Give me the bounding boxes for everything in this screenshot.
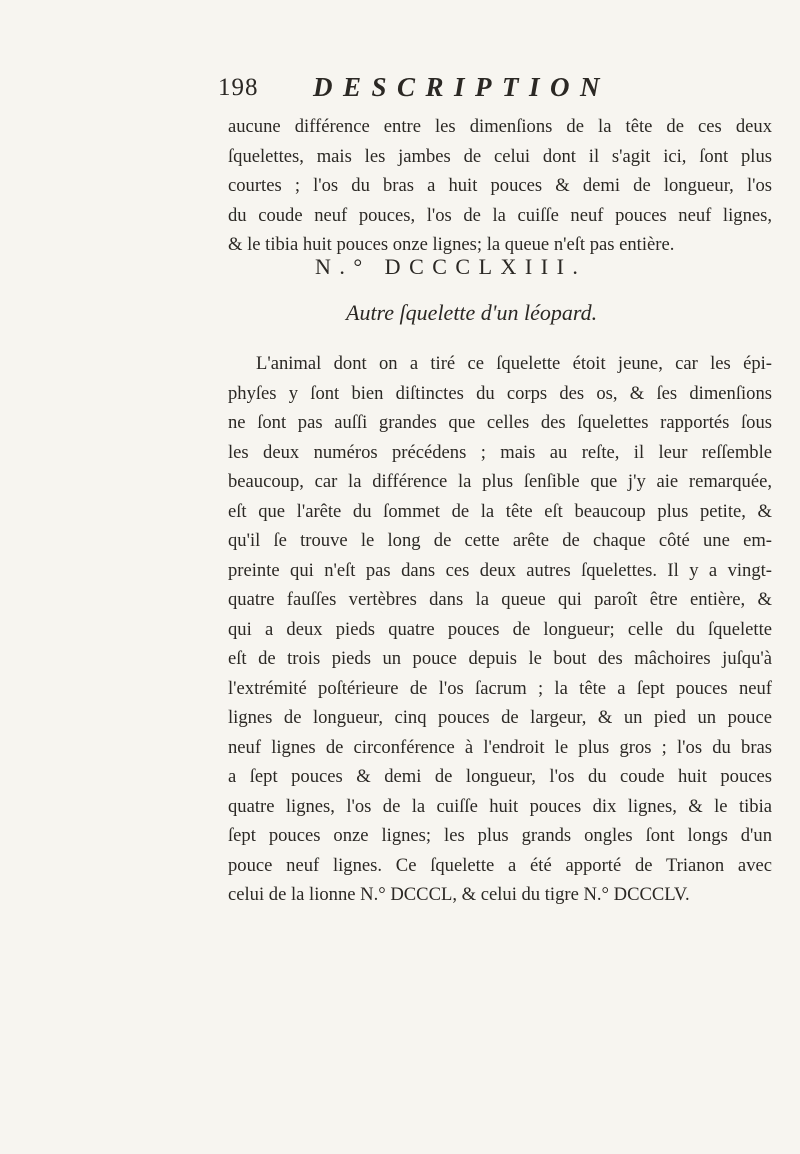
text-line: aucune différence entre les dimenſions de la tête de ces deux <box>228 116 772 137</box>
text-line: quatre fauſſes vertèbres dans la queue qui paroît être entière, & <box>228 589 772 610</box>
entry-heading: Autre ſquelette d'un léopard. <box>346 300 598 325</box>
text-line: a ſept pouces & demi de longueur, l'os du coude huit pouces <box>228 766 772 787</box>
text-line: quatre lignes, l'os de la cuiſſe huit pouces dix lignes, & le tibia <box>228 795 772 817</box>
text-line: courtes ; l'os du bras a huit pouces & demi de longueur, l'os <box>228 175 772 196</box>
running-title: DESCRIPTION <box>313 72 611 102</box>
text-line: pouce neuf lignes. Ce ſquelette a été apporté de Trianon avec <box>228 854 772 876</box>
paragraph-one <box>228 112 772 260</box>
text-line: ne ſont pas auſſi grandes que celles des ſquelettes rapportés ſous <box>228 412 772 433</box>
text-line: ſept pouces onze lignes; les plus grands ongles ſont longs d'un <box>228 825 772 846</box>
text-line: l'extrémité poſtérieure de l'os ſacrum ; la tête a ſept pouces neuf <box>228 677 772 699</box>
text-line: ſquelettes, mais les jambes de celui dont il s'agit ici, ſont plus <box>228 145 772 167</box>
text-line: eſt que l'arête du ſommet de la tête eſt beaucoup plus petite, & <box>228 500 772 522</box>
page-number: 198 <box>218 74 259 101</box>
text-line: qu'il ſe trouve le long de cette arête de chaque côté une em- <box>228 530 772 551</box>
paragraph-two <box>228 349 772 910</box>
text-line: celui de la lionne N.° DCCCL, & celui du tigre N.° DCCCLV. <box>228 884 690 905</box>
text-line: les deux numéros précédens ; mais au reſte, il leur reſſemble <box>228 441 772 463</box>
text-line: & le tibia huit pouces onze lignes; la queue n'eſt pas entière. <box>228 234 675 255</box>
running-head <box>218 72 638 112</box>
text-line: L'animal dont on a tiré ce ſquelette étoit jeune, car les épi- <box>256 353 772 374</box>
text-line: eſt de trois pieds un pouce depuis le bout des mâchoires juſqu'à <box>228 648 772 669</box>
text-line: du coude neuf pouces, l'os de la cuiſſe neuf pouces neuf lignes, <box>228 204 772 226</box>
entry-number: N.° DCCCLXIII. <box>315 254 587 279</box>
text-line: phyſes y ſont bien diſtinctes du corps des os, & ſes dimenſions <box>228 382 772 404</box>
text-line: beaucoup, car la différence la plus ſenſible que j'y aie remarquée, <box>228 471 772 492</box>
text-line: neuf lignes de circonférence à l'endroit le plus gros ; l'os du bras <box>228 736 772 758</box>
text-line: preinte qui n'eſt pas dans ces deux autres ſquelettes. Il y a vingt- <box>228 559 772 581</box>
text-line: qui a deux pieds quatre pouces de longueur; celle du ſquelette <box>228 618 772 640</box>
text-line: lignes de longueur, cinq pouces de largeur, & un pied un pouce <box>228 707 772 728</box>
